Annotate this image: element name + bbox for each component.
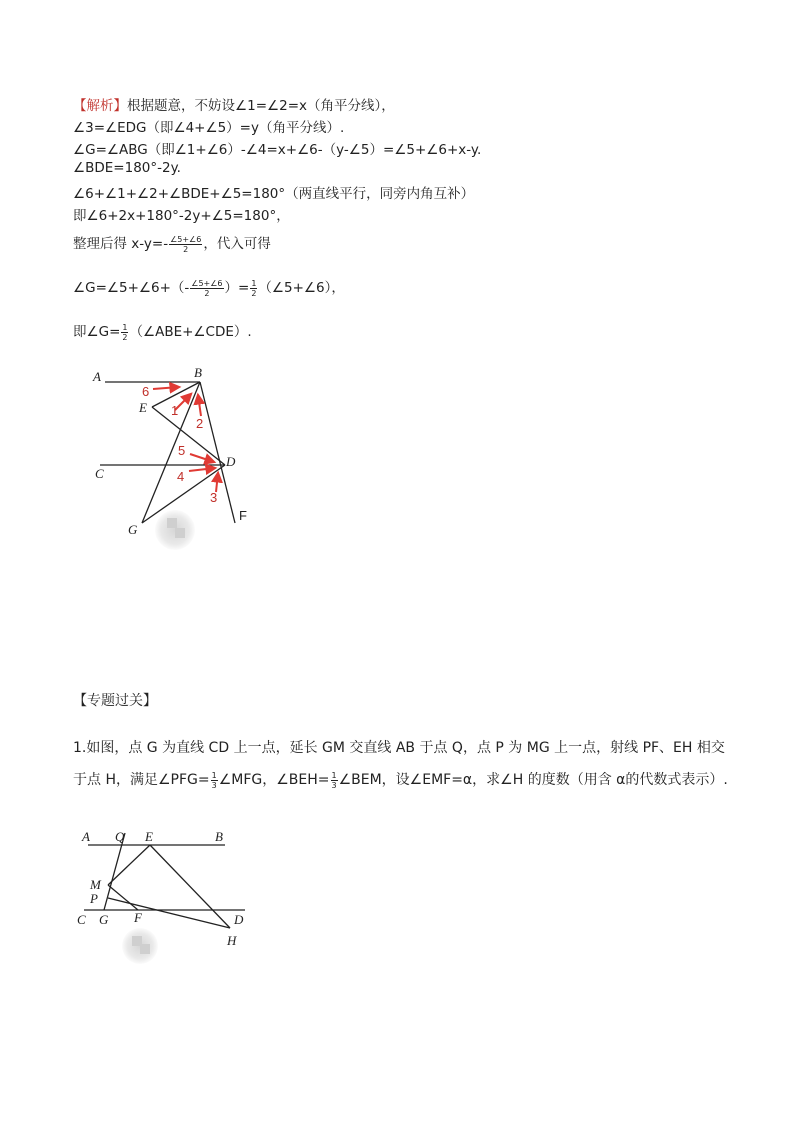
point-M: M <box>90 877 101 892</box>
solution-label: 【解析】 <box>73 98 127 114</box>
point-H: H <box>227 933 237 948</box>
point-C: C <box>77 912 86 927</box>
arrow-5 <box>190 454 214 462</box>
angle-label-4: 4 <box>177 469 185 484</box>
geometry-figure-2 <box>70 823 260 958</box>
watermark-blob <box>155 510 195 550</box>
point-F: F <box>134 910 142 925</box>
point-B: B <box>215 829 223 844</box>
problem-1: 1.如图，点 G 为直线 CD 上一点，延长 GM 交直线 AB 于点 Q，点 P 为 MG 上一点，射线 PF、EH 相交于点 H，满足∠PFG= $\frac{1}{3}$ ∠MFG，∠BEH= $\frac{1}{3}$ ∠BEM，设∠EMF=α，求∠H 的度数（用含 α的代数式表示）. <box>73 740 728 790</box>
ray-EH <box>150 845 230 928</box>
fraction-half: $\frac{1}{2}$ <box>251 278 257 298</box>
arrow-2 <box>198 395 201 416</box>
point-F: F <box>239 508 247 523</box>
fraction-half: $\frac{1}{2}$ <box>122 322 128 342</box>
angle-label-3: 3 <box>210 490 218 505</box>
solution-line-1: 【解析】根据题意，不妨设∠1=∠2=x（角平分线）， <box>73 98 395 114</box>
point-G: G <box>128 522 138 537</box>
solution-line-6: 即∠6+2x+180°-2y+∠5=180°， <box>73 208 290 224</box>
segment-MF <box>108 885 138 910</box>
problem-number: 1. <box>73 740 87 756</box>
angle-label-5: 5 <box>178 443 186 458</box>
point-D: D <box>234 912 244 927</box>
fraction: $\frac{\angle 5+\angle 6}{2}$ <box>170 234 202 254</box>
point-P: P <box>90 891 98 906</box>
arrow-4 <box>189 468 215 471</box>
solution-line-4: ∠BDE=180°-2y. <box>73 160 181 176</box>
solution-line-3: ∠G=∠ABG（即∠1+∠6）-∠4=x+∠6-（y-∠5）=∠5+∠6+x-y. <box>73 142 482 158</box>
solution-line-9: 即∠G= $\frac{1}{2}$ （∠ABE+∠CDE）. <box>73 322 252 342</box>
ray-PF <box>108 898 230 928</box>
angle-label-6: 6 <box>142 384 150 399</box>
point-E: E <box>139 400 147 415</box>
angle-label-2: 2 <box>196 416 204 431</box>
point-C: C <box>95 466 104 481</box>
point-A: A <box>82 829 90 844</box>
point-G: G <box>99 912 109 927</box>
fraction-third: $\frac{1}{3}$ <box>211 770 217 790</box>
fraction: $\frac{\angle 5+\angle 6}{2}$ <box>191 278 223 298</box>
solution-line-7: 整理后得 x-y=- $\frac{\angle 5+\angle 6}{2}$ ，代入可得 <box>73 234 271 254</box>
watermark-blob <box>122 928 158 964</box>
point-B: B <box>194 365 202 380</box>
segment-EM <box>108 845 150 885</box>
arrow-6 <box>153 387 179 389</box>
section-title: 【专题过关】 <box>73 693 157 709</box>
line-BF <box>200 382 235 523</box>
solution-line-2: ∠3=∠EDG（即∠4+∠5）=y（角平分线）. <box>73 120 345 136</box>
point-Q: Q <box>115 829 125 844</box>
solution-line-8: ∠G=∠5+∠6+（- $\frac{\angle 5+\angle 6}{2}$ ）= $\frac{1}{2}$ （∠5+∠6）， <box>73 278 345 298</box>
solution-line-5: ∠6+∠1+∠2+∠BDE+∠5=180°（两直线平行，同旁内角互补） <box>73 186 475 202</box>
angle-label-1: 1 <box>171 403 179 418</box>
point-A: A <box>93 369 101 384</box>
fraction-third: $\frac{1}{3}$ <box>331 770 337 790</box>
point-E: E <box>145 829 153 844</box>
point-D: D <box>226 454 236 469</box>
